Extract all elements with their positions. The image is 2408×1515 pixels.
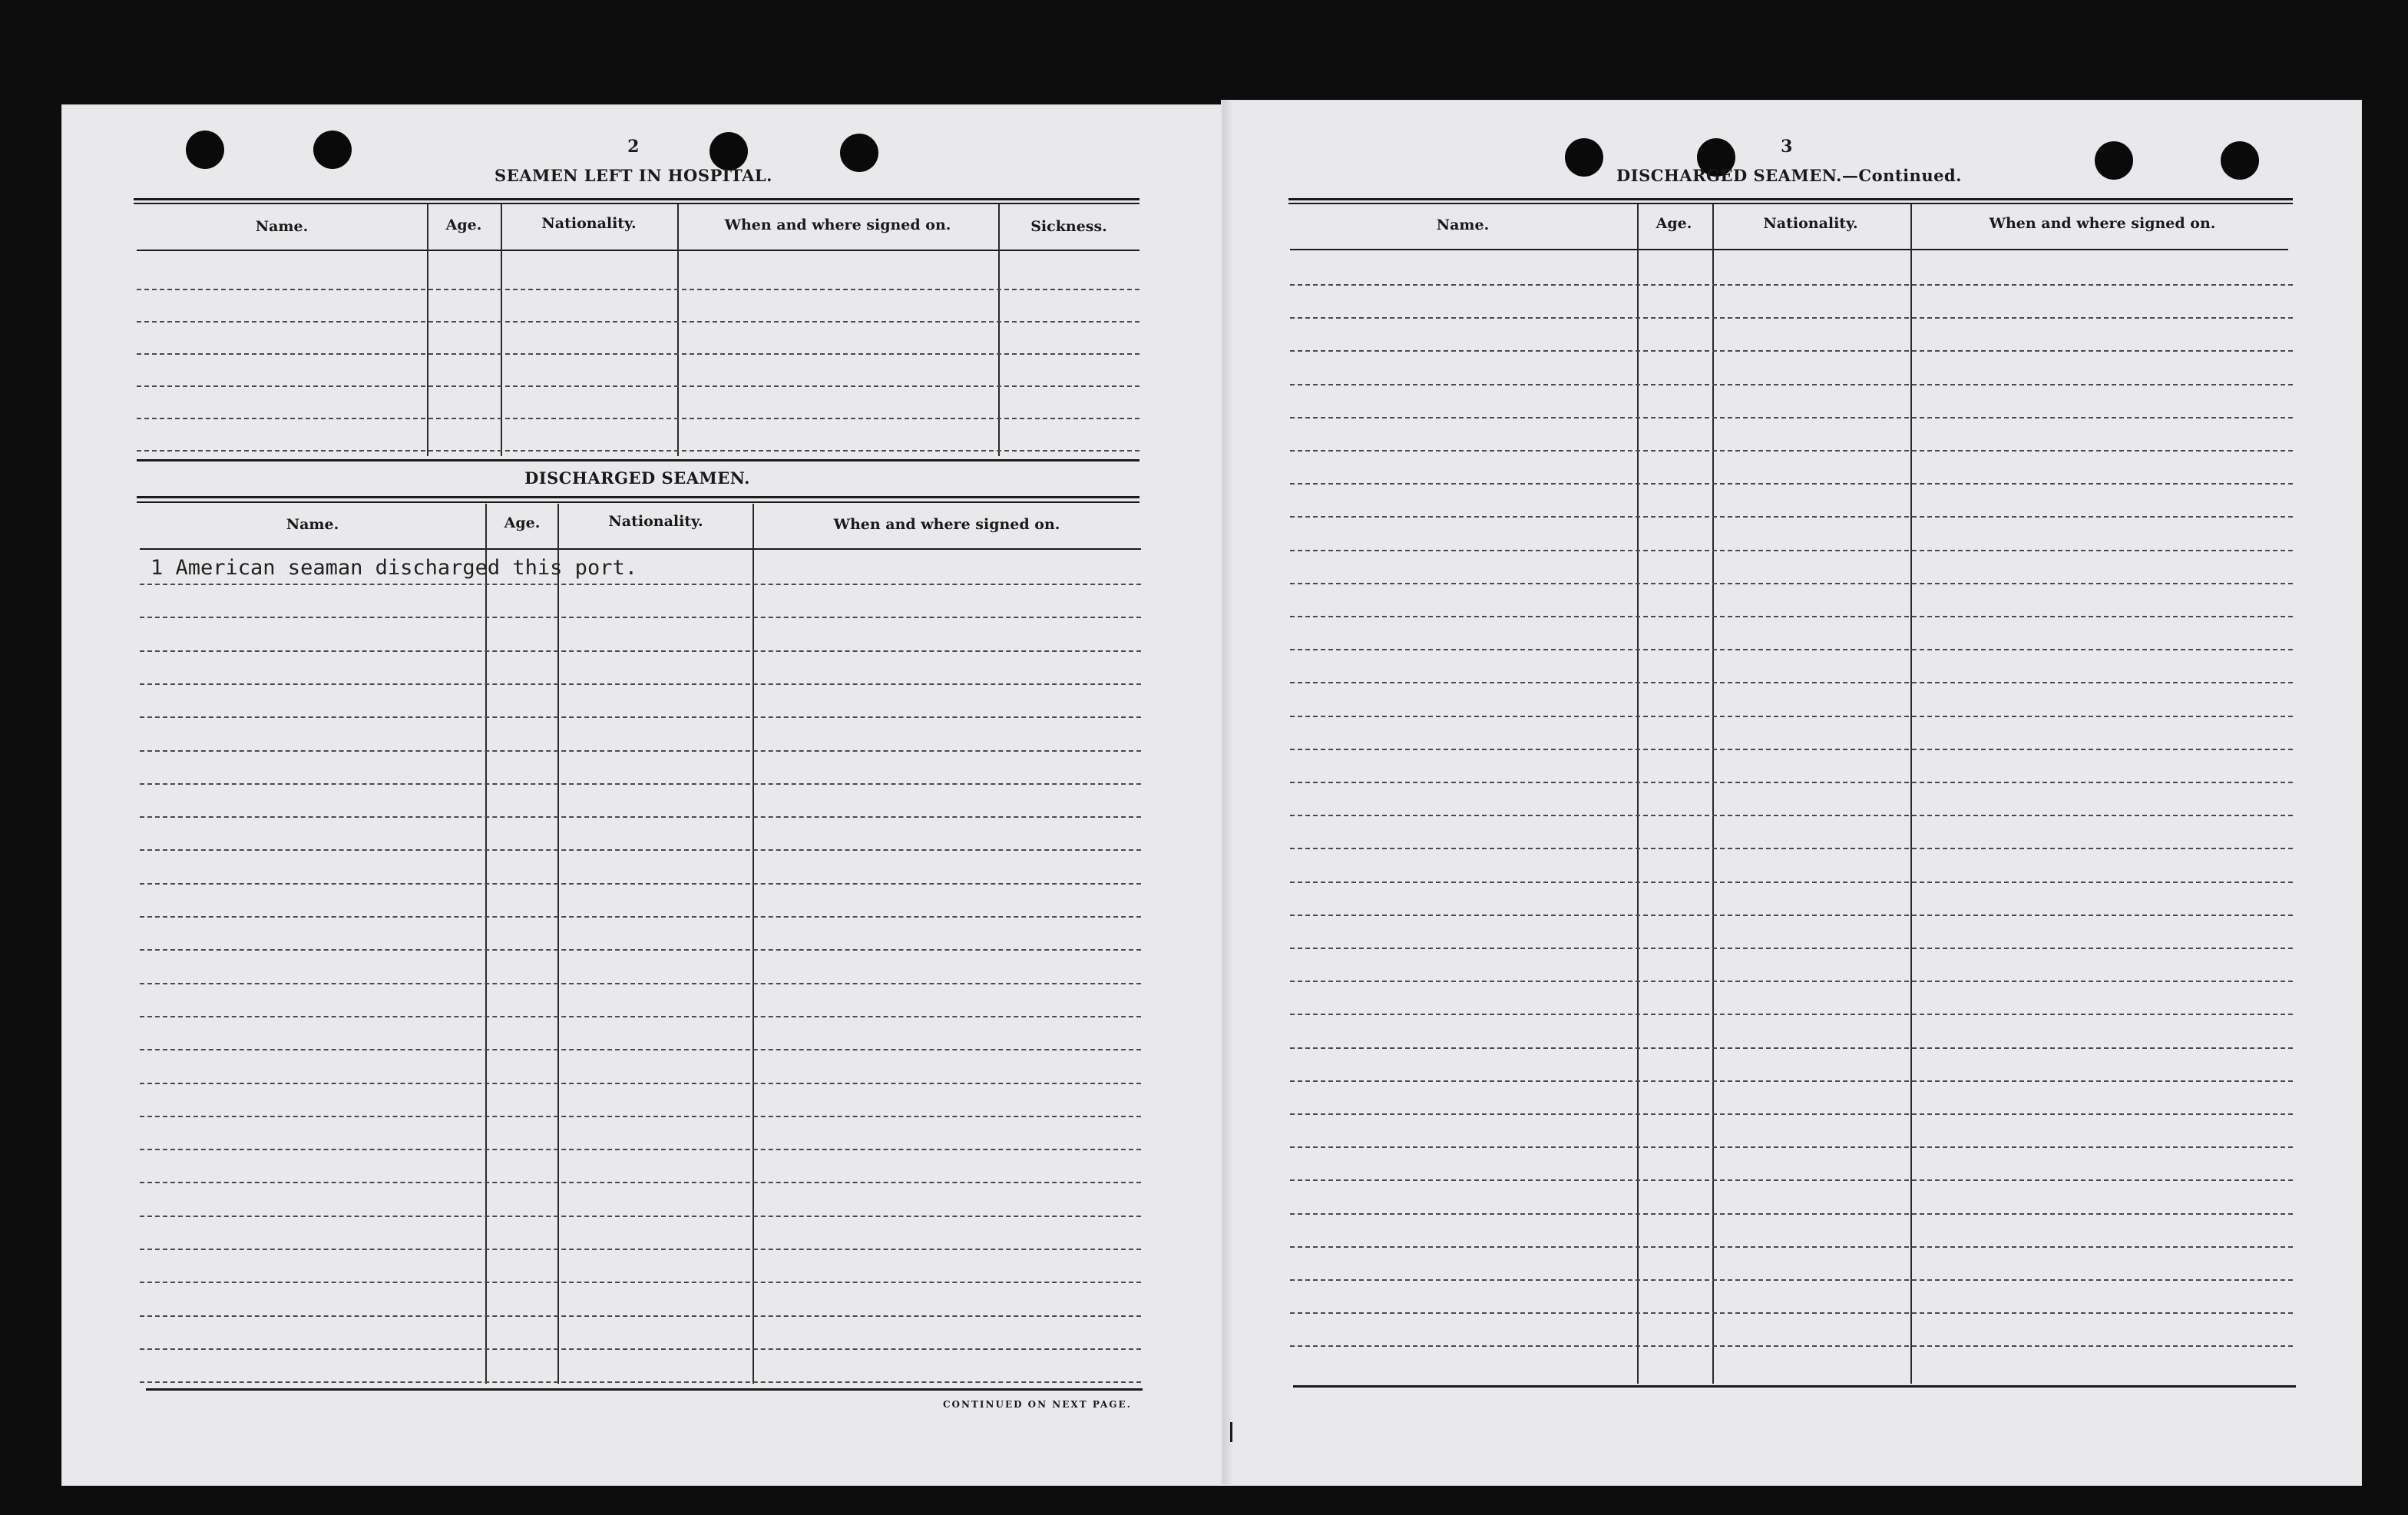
punch-hole: [840, 134, 878, 172]
ruled-line: [1290, 1345, 2293, 1347]
ruled-line: [1290, 682, 2293, 683]
ruled-line: [1290, 483, 2293, 485]
hospital-row-line: [137, 289, 1140, 290]
ruled-line: [1290, 384, 2293, 385]
right-col-name: Name.: [1436, 217, 1490, 233]
hospital-col-sickness: Sickness.: [1030, 218, 1107, 235]
discharged-top-rule-2: [137, 501, 1140, 503]
ruled-line: [1290, 1213, 2293, 1215]
right-header-rule: [1290, 249, 2288, 250]
discharged-col-divider: [485, 504, 487, 1384]
punch-hole: [2095, 141, 2133, 180]
ruled-line: [1290, 284, 2293, 286]
ruled-line: [1290, 782, 2293, 783]
ruled-line: [140, 1016, 1141, 1017]
hospital-col-nationality: Nationality.: [541, 215, 637, 232]
discharged-section-title: DISCHARGED SEAMEN.: [524, 468, 750, 488]
ruled-line: [140, 1381, 1141, 1383]
punch-hole: [2221, 141, 2259, 180]
ruled-line: [1290, 882, 2293, 883]
hospital-top-rule-2: [134, 203, 1140, 204]
left-page: [61, 104, 1230, 1486]
ruled-line: [140, 683, 1141, 685]
discharged-col-nationality: Nationality.: [608, 513, 703, 530]
right-col-divider: [1712, 204, 1714, 1384]
punch-hole: [1565, 138, 1603, 177]
ruled-line: [140, 916, 1141, 918]
discharged-top-rule: [137, 496, 1140, 498]
ruled-line: [140, 1149, 1141, 1150]
right-col-divider: [1910, 204, 1912, 1384]
right-section-title: DISCHARGED SEAMEN.—Continued.: [1616, 166, 1962, 185]
discharged-col-name: Name.: [286, 516, 339, 533]
hospital-row-line: [137, 450, 1140, 452]
ruled-line: [140, 1116, 1141, 1117]
ruled-line: [140, 617, 1141, 618]
page-number-right: 3: [1781, 137, 1793, 157]
ruled-line: [1290, 1246, 2293, 1248]
ruled-line: [140, 1049, 1141, 1050]
ruled-line: [1290, 550, 2293, 551]
ruled-line: [140, 584, 1141, 585]
ruled-line: [1290, 417, 2293, 418]
hospital-col-name: Name.: [255, 218, 309, 235]
punch-hole: [710, 132, 748, 170]
discharged-col-divider: [752, 504, 754, 1384]
right-col-age: Age.: [1656, 215, 1692, 232]
right-bottom-rule: [1293, 1385, 2296, 1388]
right-col-nationality: Nationality.: [1763, 215, 1858, 232]
ruled-line: [1290, 815, 2293, 816]
ruled-line: [1290, 749, 2293, 750]
ruled-line: [140, 1216, 1141, 1217]
ruled-line: [1290, 1146, 2293, 1148]
ruled-line: [1290, 915, 2293, 916]
ruled-line: [1290, 981, 2293, 982]
ruled-line: [1290, 1080, 2293, 1082]
discharged-bottom-rule: [146, 1388, 1143, 1391]
discharged-header-rule: [140, 548, 1141, 550]
ruled-line: [1290, 1014, 2293, 1015]
ruled-line: [1290, 716, 2293, 717]
punch-hole: [313, 131, 352, 169]
ruled-line: [1290, 1113, 2293, 1115]
ruled-line: [1290, 1179, 2293, 1181]
ruled-line: [140, 1083, 1141, 1084]
hospital-row-line: [137, 321, 1140, 323]
punch-hole: [186, 131, 224, 169]
discharged-entry: 1 American seaman discharged this port.: [150, 556, 637, 580]
ruled-line: [140, 750, 1141, 752]
discharged-col-signed-on: When and where signed on.: [833, 516, 1060, 533]
ruled-line: [140, 816, 1141, 818]
ruled-line: [1290, 317, 2293, 319]
hospital-section-title: SEAMEN LEFT IN HOSPITAL.: [495, 166, 772, 185]
ruled-line: [1290, 350, 2293, 352]
ruled-line: [140, 883, 1141, 885]
ruled-line: [1290, 948, 2293, 949]
ruled-line: [140, 1315, 1141, 1317]
ruled-line: [140, 849, 1141, 851]
hospital-header-rule: [137, 250, 1140, 251]
ruled-line: [140, 783, 1141, 785]
hospital-bottom-rule: [137, 459, 1140, 461]
ruled-line: [140, 1282, 1141, 1283]
ruled-line: [1290, 649, 2293, 650]
discharged-col-divider: [557, 504, 559, 1384]
right-col-divider: [1637, 204, 1639, 1384]
ruled-line: [140, 949, 1141, 951]
page-gutter: [1222, 100, 1233, 1484]
right-top-rule-2: [1288, 203, 2293, 204]
hospital-top-rule: [134, 198, 1140, 200]
right-col-signed-on: When and where signed on.: [1989, 215, 2216, 232]
ruled-line: [1290, 516, 2293, 518]
ruled-line: [1290, 450, 2293, 452]
binding-mark: [1230, 1422, 1232, 1442]
right-top-rule: [1288, 198, 2293, 200]
ruled-line: [1290, 616, 2293, 617]
ruled-line: [1290, 583, 2293, 584]
ruled-line: [140, 1348, 1141, 1350]
page-number-left: 2: [627, 137, 640, 157]
ruled-line: [140, 1182, 1141, 1183]
continued-note: CONTINUED ON NEXT PAGE.: [943, 1399, 1132, 1410]
right-page: [1221, 100, 2362, 1486]
ruled-line: [1290, 1047, 2293, 1049]
ruled-line: [1290, 1312, 2293, 1314]
hospital-row-line: [137, 418, 1140, 419]
hospital-col-signed-on: When and where signed on.: [724, 217, 951, 233]
hospital-row-line: [137, 353, 1140, 355]
ruled-line: [1290, 1279, 2293, 1281]
ruled-line: [140, 983, 1141, 984]
ruled-line: [140, 1249, 1141, 1250]
ruled-line: [1290, 848, 2293, 849]
ruled-line: [140, 650, 1141, 652]
ruled-line: [140, 716, 1141, 718]
discharged-col-age: Age.: [504, 514, 541, 531]
hospital-col-age: Age.: [445, 217, 482, 233]
hospital-row-line: [137, 385, 1140, 387]
